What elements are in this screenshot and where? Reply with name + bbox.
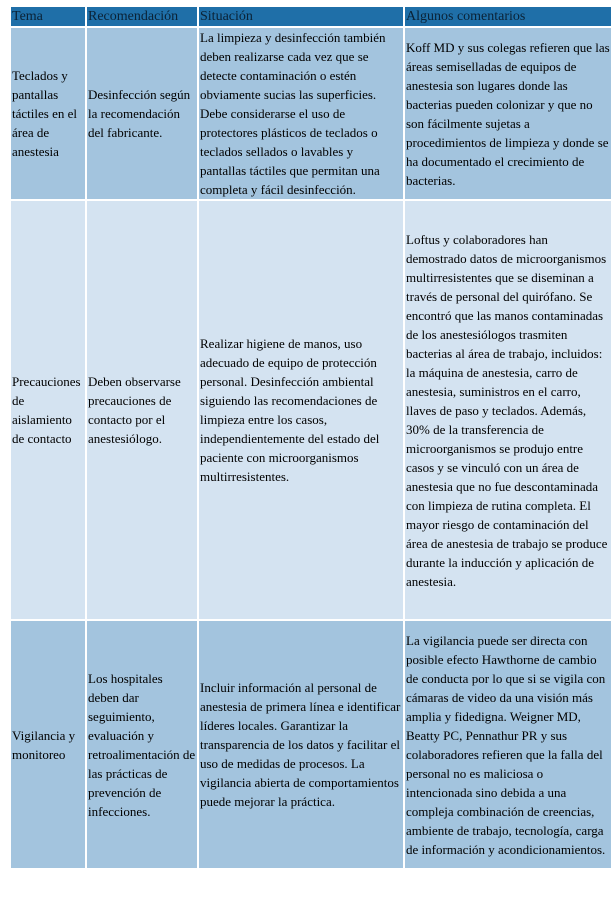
cell-recomendacion: Los hospitales deben dar seguimiento, evaluación y retroalimentación de las prácticas de prevención de infecciones. xyxy=(87,621,197,868)
cell-recomendacion: Desinfección según la recomendación del fabricante. xyxy=(87,28,197,199)
recommendations-table xyxy=(9,5,613,870)
cell-tema: Vigilancia y monitoreo xyxy=(11,621,85,868)
cell-comentarios: La vigilancia puede ser directa con posible efecto Hawthorne de cambio de conducta por lo que si se vigila con cámaras de video da una visión más amplia y fidedigna. Weigner MD, Beatty PC, Pennathur PR y sus colaboradores refieren que la falla del personal no es maliciosa o intencionada sino debida a una compleja combinación de creencias, ambiente de trabajo, tecnología, carga de información y acondicionamientos. xyxy=(405,621,611,868)
cell-situacion: La limpieza y desinfección también deben realizarse cada vez que se detecte contaminación o estén obviamente sucias las superficies. Debe considerarse el uso de protectores plásticos de teclados o teclados sellados o lavables y pantallas táctiles que permitan una completa y fácil desinfección. xyxy=(199,28,403,199)
cell-comentarios: Koff MD y sus colegas refieren que las áreas semiselladas de equipos de anestesia son lugares donde las bacterias pueden colonizar y que no son fácilmente sujetas a procedimientos de limpieza y donde se ha documentado el crecimiento de bacterias. xyxy=(405,28,611,199)
cell-tema: Teclados y pantallas táctiles en el área de anestesia xyxy=(11,28,85,199)
cell-recomendacion: Deben observarse precauciones de contacto por el anestesiólogo. xyxy=(87,201,197,619)
cell-comentarios: Loftus y colaboradores han demostrado datos de microorganismos multirresistentes que se diseminan a través de personal del quirófano. Se encontró que las manos contaminadas de los anestesiólogos trasmiten bacterias al área de trabajo, incluidos: la máquina de anestesia, carro de anestesia, suministros en el carro, llaves de paso y teclados. Además, 30% de la transferencia de microorganismos se produjo entre casos y se vinculó con un área de anestesia que no fue descontaminada con limpieza de rutina completa. El mayor riesgo de contaminación del área de anestesia de trabajo se produce durante la inducción y aplicación de anestesia. xyxy=(405,201,611,619)
header-situacion: Situación xyxy=(199,7,403,26)
header-comentarios: Algunos comentarios xyxy=(405,7,611,26)
table-row xyxy=(11,621,611,868)
cell-tema: Precauciones de aislamiento de contacto xyxy=(11,201,85,619)
cell-situacion: Incluir información al personal de anestesia de primera línea e identificar líderes locales. Garantizar la transparencia de los datos y facilitar el uso de medidas de procesos. La vigilancia abierta de comportamientos puede mejorar la práctica. xyxy=(199,621,403,868)
table-row xyxy=(11,201,611,619)
cell-situacion: Realizar higiene de manos, uso adecuado de equipo de protección personal. Desinfección ambiental siguiendo las recomendaciones de limpieza entre los casos, independientemente del estado del paciente con microorganismos multirresistentes. xyxy=(199,201,403,619)
header-recomendacion: Recomendación xyxy=(87,7,197,26)
header-row xyxy=(11,7,611,26)
table-row xyxy=(11,28,611,199)
header-tema: Tema xyxy=(11,7,85,26)
